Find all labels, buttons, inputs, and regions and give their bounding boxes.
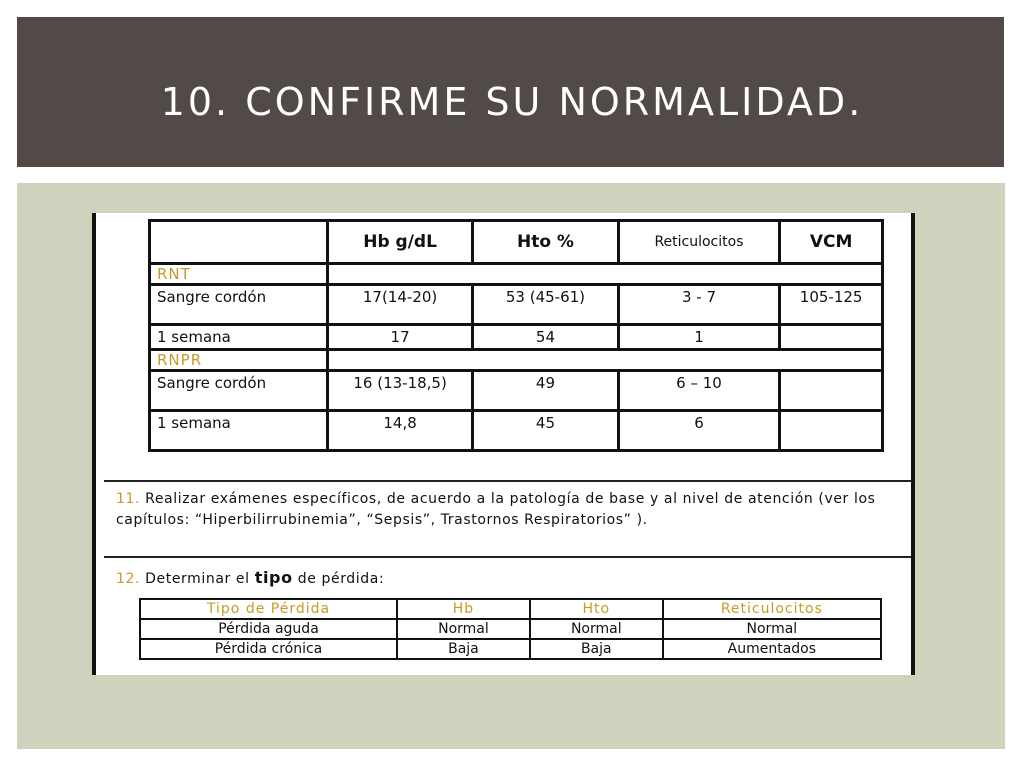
table-header-cell [150, 221, 328, 264]
table-cell: 6 [618, 411, 780, 451]
group-label: RNPR [150, 350, 328, 371]
group-row [150, 350, 883, 371]
table-cell: 17 [327, 325, 472, 350]
group-spacer [327, 264, 882, 285]
item-11-text: Realizar exámenes específicos, de acuerdo a la patología de base y al nivel de atención (ver los capítulos: “Hiperbilirrubinemia”, “Sepsis”, Trastornos Respiratorios” ). [116, 491, 876, 528]
table-cell: 49 [473, 371, 618, 411]
item-12-text-after: de pérdida: [297, 571, 385, 587]
item-12-number: 12. [116, 571, 141, 587]
table-header-cell: Hto [530, 599, 663, 619]
table-cell: 17(14-20) [327, 285, 472, 325]
table-row [140, 619, 881, 639]
item-12-bold-word: tipo [254, 568, 293, 587]
table-header-cell: Reticulocitos [618, 221, 780, 264]
document-image [92, 213, 915, 675]
table-cell: 45 [473, 411, 618, 451]
table-cell: Baja [530, 639, 663, 659]
table-cell: 16 (13-18,5) [327, 371, 472, 411]
table-cell: 1 semana [150, 411, 328, 451]
table-cell: Sangre cordón [150, 371, 328, 411]
table-cell: Sangre cordón [150, 285, 328, 325]
table-cell: 14,8 [327, 411, 472, 451]
item-12-paragraph [116, 567, 906, 590]
table-cell: Pérdida aguda [140, 619, 397, 639]
table-header-row [140, 599, 881, 619]
table-header-cell: Hb [397, 599, 530, 619]
item-11-paragraph [116, 489, 906, 531]
table-cell: 6 – 10 [618, 371, 780, 411]
table-row [150, 411, 883, 451]
item-12-text-before: Determinar el [145, 571, 250, 587]
section-divider [104, 480, 911, 482]
loss-type-table [139, 598, 882, 660]
table-cell: 3 - 7 [618, 285, 780, 325]
table-cell: 54 [473, 325, 618, 350]
table-cell [780, 371, 883, 411]
item-11-number: 11. [116, 491, 141, 507]
table-cell: 53 (45-61) [473, 285, 618, 325]
table-cell [780, 411, 883, 451]
table-cell [780, 325, 883, 350]
table-header-row [150, 221, 883, 264]
table-cell: Aumentados [663, 639, 881, 659]
group-row [150, 264, 883, 285]
table-header-cell: VCM [780, 221, 883, 264]
table-header-cell: Reticulocitos [663, 599, 881, 619]
group-label: RNT [150, 264, 328, 285]
table-header-cell: Hb g/dL [327, 221, 472, 264]
table-cell: Normal [397, 619, 530, 639]
table-row [150, 285, 883, 325]
table-cell: Normal [530, 619, 663, 639]
table-cell: 1 [618, 325, 780, 350]
table-row [150, 371, 883, 411]
table-row [150, 325, 883, 350]
blood-values-table [148, 219, 884, 452]
group-spacer [327, 350, 882, 371]
table-header-cell: Hto % [473, 221, 618, 264]
table-cell: Pérdida crónica [140, 639, 397, 659]
table-cell: Baja [397, 639, 530, 659]
table-cell: 105-125 [780, 285, 883, 325]
table-cell: 1 semana [150, 325, 328, 350]
section-divider [104, 556, 911, 558]
table-row [140, 639, 881, 659]
table-cell: Normal [663, 619, 881, 639]
slide-title: 10. CONFIRME SU NORMALIDAD. [160, 80, 864, 124]
table-header-cell: Tipo de Pérdida [140, 599, 397, 619]
